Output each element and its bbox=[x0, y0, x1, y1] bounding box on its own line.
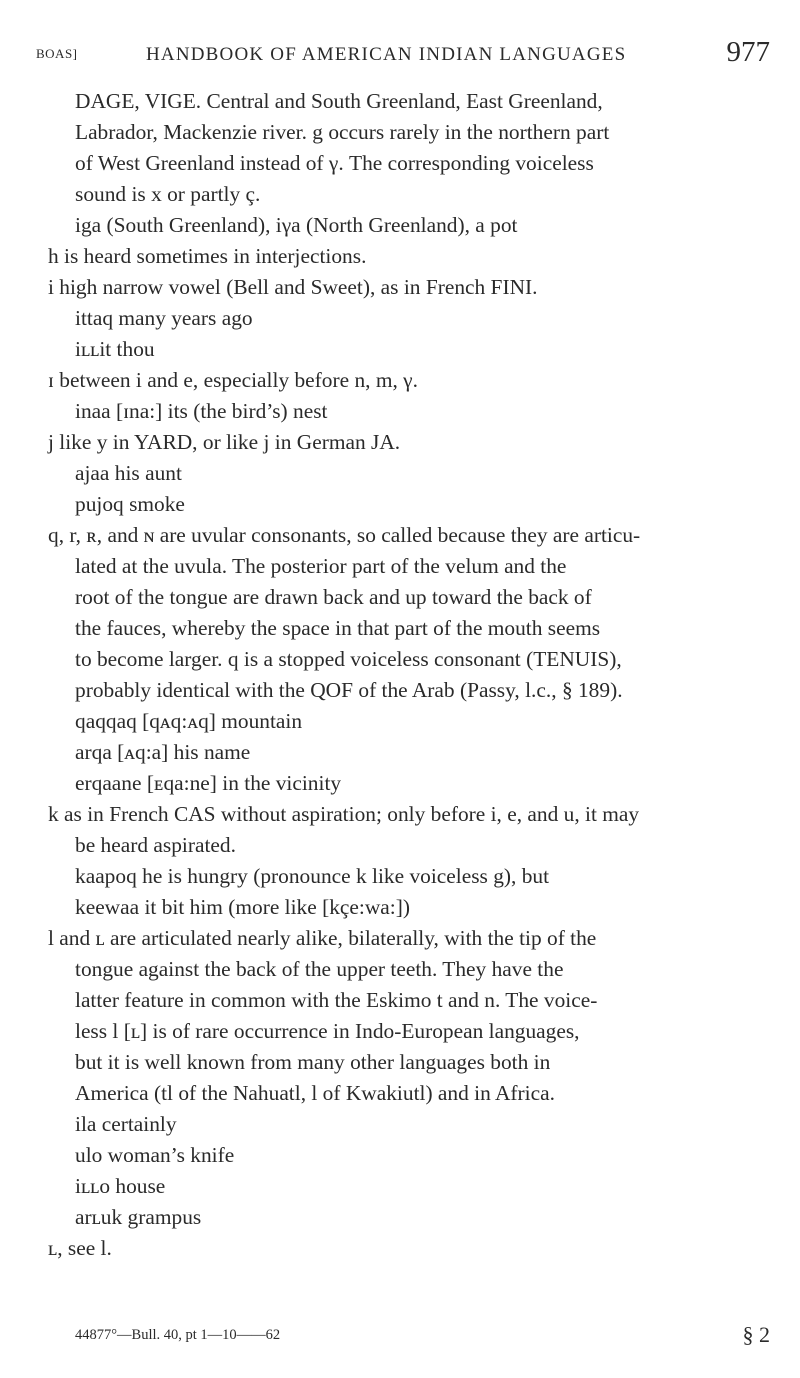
text-line: iga (South Greenland), iγa (North Greenland), a pot bbox=[75, 213, 518, 237]
running-header bbox=[36, 36, 770, 76]
text-line: kaapoq he is hungry (pronounce k like voiceless g), but bbox=[75, 864, 550, 888]
text-line: iʟʟit thou bbox=[75, 337, 155, 361]
text-line: j like y in YARD, or like j in German JA. bbox=[48, 430, 401, 454]
text-line: of West Greenland instead of γ. The corresponding voiceless bbox=[75, 151, 594, 175]
text-line: ajaa his aunt bbox=[75, 461, 182, 485]
text-line: inaa [ɪna:] its (the bird’s) nest bbox=[75, 399, 328, 423]
text-line: ila certainly bbox=[75, 1112, 177, 1136]
text-line: ɪ between i and e, especially before n, m, γ. bbox=[48, 368, 418, 392]
text-line: h is heard sometimes in interjections. bbox=[48, 244, 367, 268]
page-footer bbox=[75, 1322, 770, 1352]
text-line: latter feature in common with the Eskimo t and n. The voice- bbox=[75, 988, 598, 1012]
text-line: less l [ʟ] is of rare occurrence in Indo-European languages, bbox=[75, 1019, 580, 1043]
page-body bbox=[48, 86, 768, 1264]
text-line: pujoq smoke bbox=[75, 492, 185, 516]
text-line: but it is well known from many other languages both in bbox=[75, 1050, 551, 1074]
text-line: iʟʟo house bbox=[75, 1174, 166, 1198]
text-line: tongue against the back of the upper teeth. They have the bbox=[75, 957, 564, 981]
header-title: HANDBOOK OF AMERICAN INDIAN LANGUAGES bbox=[146, 44, 627, 65]
footer-signature: § 2 bbox=[742, 1322, 770, 1347]
page-number: 977 bbox=[726, 36, 770, 68]
text-line: k as in French CAS without aspiration; only before i, e, and u, it may bbox=[48, 802, 640, 826]
text-line: root of the tongue are drawn back and up toward the back of bbox=[75, 585, 592, 609]
text-line: l and ʟ are articulated nearly alike, bilaterally, with the tip of the bbox=[48, 926, 597, 950]
text-line: i high narrow vowel (Bell and Sweet), as in French FINI. bbox=[48, 275, 538, 299]
text-line: be heard aspirated. bbox=[75, 833, 236, 857]
text-line: q, r, ʀ, and ɴ are uvular consonants, so called because they are articu- bbox=[48, 523, 641, 547]
text-line: ʟ, see l. bbox=[48, 1236, 112, 1260]
header-author: BOAS] bbox=[36, 46, 78, 61]
footer-imprint: 44877°—Bull. 40, pt 1—10——62 bbox=[75, 1327, 281, 1343]
text-line: ittaq many years ago bbox=[75, 306, 253, 330]
text-line: qaqqaq [qᴀq:ᴀq] mountain bbox=[75, 709, 303, 733]
text-line: America (tl of the Nahuatl, l of Kwakiutl) and in Africa. bbox=[75, 1081, 555, 1105]
text-line: ulo woman’s knife bbox=[75, 1143, 235, 1167]
text-line: arʟuk grampus bbox=[75, 1205, 202, 1229]
text-line: arqa [ᴀq:a] his name bbox=[75, 740, 251, 764]
text-line: sound is x or partly ç. bbox=[75, 182, 261, 206]
text-line: lated at the uvula. The posterior part of the velum and the bbox=[75, 554, 567, 578]
text-line: the fauces, whereby the space in that part of the mouth seems bbox=[75, 616, 601, 640]
text-line: Labrador, Mackenzie river. g occurs rarely in the northern part bbox=[75, 120, 610, 144]
text-line: probably identical with the QOF of the Arab (Passy, l.c., § 189). bbox=[75, 678, 623, 702]
text-line: erqaane [ᴇqa:ne] in the vicinity bbox=[75, 771, 342, 795]
text-line: keewaa it bit him (more like [kçe:wa:]) bbox=[75, 895, 410, 919]
text-line: DAGE, VIGE. Central and South Greenland, East Greenland, bbox=[75, 89, 603, 113]
text-line: to become larger. q is a stopped voiceless consonant (TENUIS), bbox=[75, 647, 622, 671]
